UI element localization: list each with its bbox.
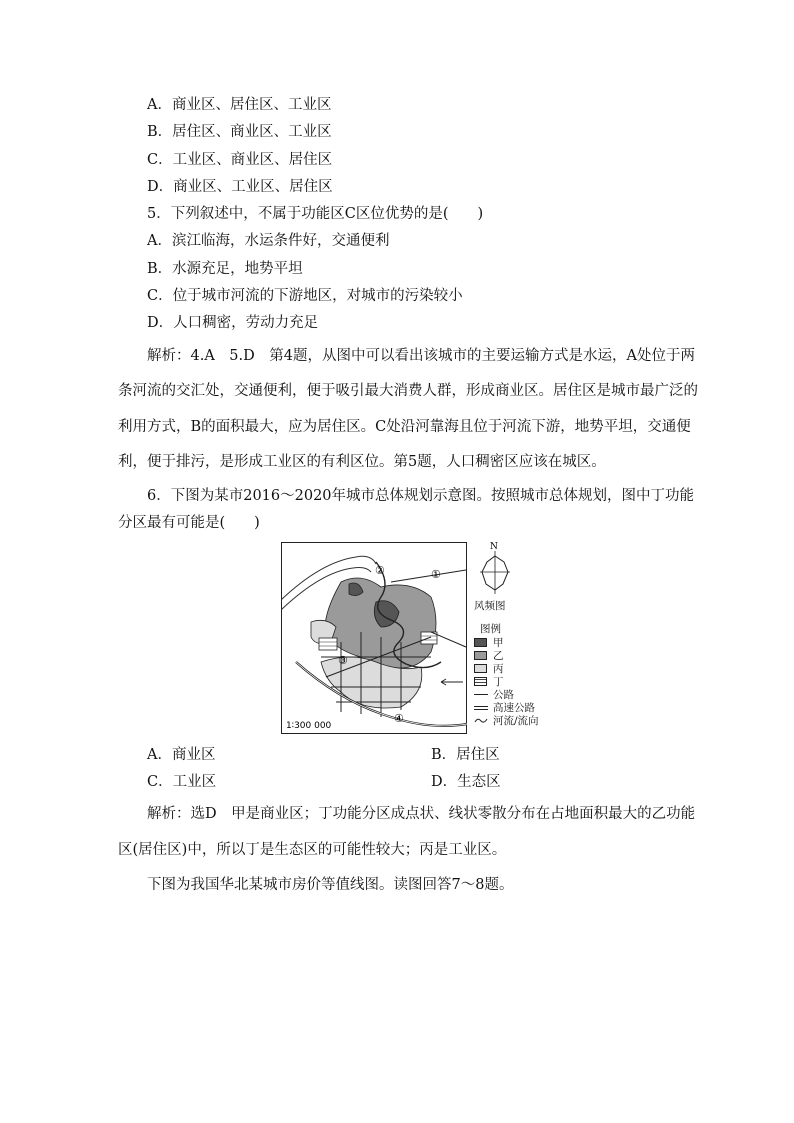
legend-label: 高速公路 [493, 702, 535, 714]
analysis1-line4: 利，便于排污，是形成工业区的有利区位。第5题，人口稠密区应该在城区。 [118, 454, 606, 470]
legend-item-river [474, 714, 564, 727]
analysis2-line1: 解析：选D 甲是商业区；丁功能分区成点状、线状零散分布在占地面积最大的乙功能 [147, 806, 696, 822]
q5-option-a: A．滨江临海，水运条件好，交通便利 [147, 233, 390, 249]
q4-option-c: C．工业区、商业区、居住区 [147, 152, 333, 168]
legend-label: 丙 [493, 663, 504, 675]
legend-swatch [474, 651, 487, 660]
legend-item-bing [474, 662, 564, 675]
q4-option-b: B．居住区、商业区、工业区 [147, 124, 332, 140]
road-line-icon [474, 694, 488, 695]
north-label: N [490, 542, 498, 552]
q4-option-d: D．商业区、工业区、居住区 [147, 179, 333, 195]
intro-questions-7-8: 下图为我国华北某城市房价等值线图。读图回答7～8题。 [147, 877, 514, 893]
analysis2-line2: 区(居住区)中，所以丁是生态区的可能性较大；丙是工业区。 [118, 842, 507, 858]
legend-swatch [474, 677, 487, 686]
legend-item-jia [474, 636, 564, 649]
city-plan-map [281, 542, 471, 734]
wind-rose-icon [476, 540, 516, 598]
legend-label: 乙 [493, 650, 504, 662]
q6-option-d: D．生态区 [431, 774, 501, 790]
q5-option-b: B．水源充足，地势平坦 [147, 261, 303, 277]
legend-label: 公路 [493, 689, 514, 701]
legend-title: 图例 [480, 623, 501, 635]
marker-3: ③ [338, 654, 348, 667]
legend-label: 丁 [493, 676, 504, 688]
marker-1: ① [431, 568, 441, 581]
analysis1-line1: 解析：4.A 5.D 第4题，从图中可以看出该城市的主要运输方式是水运，A处位于两 [147, 348, 695, 364]
q5-stem: 5．下列叙述中，不属于功能区C区位优势的是( ) [147, 206, 484, 222]
q4-option-a: A．商业区、居住区、工业区 [147, 97, 332, 113]
q6-stem-line1: 6．下图为某市2016～2020年城市总体规划示意图。按照城市总体规划，图中丁功能 [147, 488, 695, 504]
city-plan-map-svg [281, 542, 471, 734]
wind-rose-label: 风频图 [474, 600, 506, 612]
legend-label: 甲 [493, 637, 504, 649]
q6-option-a: A．商业区 [147, 747, 216, 763]
q6-option-c: C．工业区 [147, 774, 217, 790]
legend-swatch [474, 638, 487, 647]
legend-item-ding [474, 675, 564, 688]
expressway-line-icon [474, 706, 488, 710]
map-legend-panel [474, 540, 564, 735]
legend-label: 河流/流向 [493, 715, 539, 727]
river-flow-icon [474, 716, 488, 725]
analysis1-line2: 条河流的交汇处，交通便利，便于吸引最大消费人群，形成商业区。居住区是城市最广泛的 [118, 383, 698, 399]
q6-option-b: B．居住区 [431, 747, 500, 763]
legend-swatch [474, 664, 487, 673]
q5-option-d: D．人口稠密，劳动力充足 [147, 315, 319, 331]
analysis1-line3: 利用方式，B的面积最大，应为居住区。C处沿河靠海且位于河流下游，地势平坦，交通便 [118, 419, 691, 435]
marker-4: ④ [394, 712, 404, 725]
map-scale: 1∶300 000 [286, 721, 332, 731]
legend-item-yi [474, 649, 564, 662]
marker-2: ② [375, 564, 385, 577]
q6-stem-line2: 分区最有可能是( ) [118, 515, 260, 531]
q5-option-c: C．位于城市河流的下游地区，对城市的污染较小 [147, 288, 463, 304]
